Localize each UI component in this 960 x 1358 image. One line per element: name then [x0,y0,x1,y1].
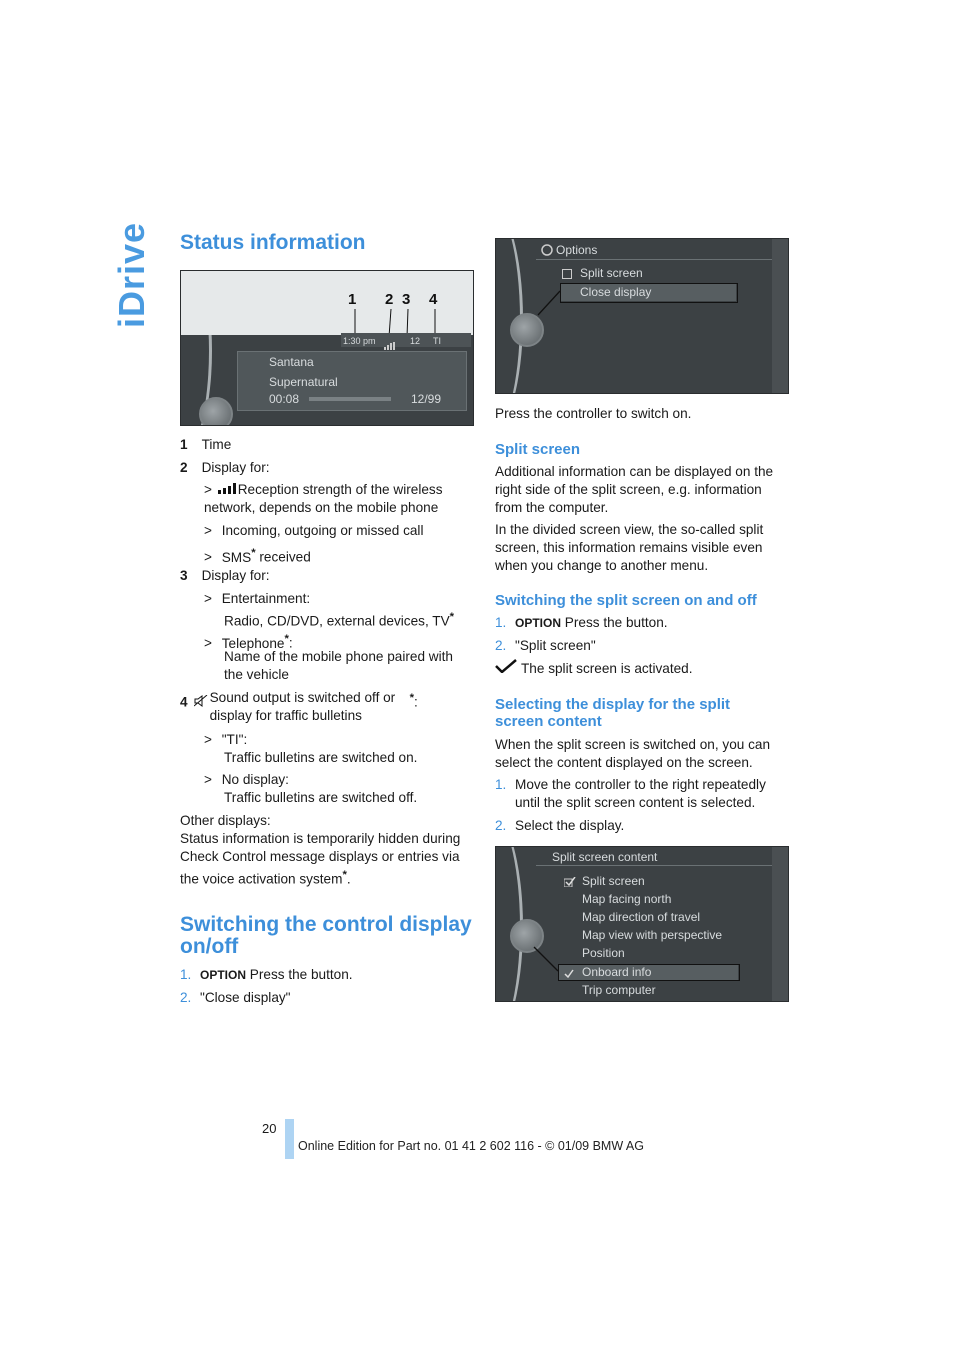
select-step-2 [495,817,624,835]
options-title: Options [556,243,598,257]
split-content-title: Split screen content [552,850,658,864]
step-num: 2. [495,638,507,653]
screen-album: Supernatural [269,375,338,389]
bars-icon [216,481,238,499]
bullet-telephone: Telephone [221,635,285,651]
bullet-ti-detail: Traffic bulletins are switched on. [224,750,418,765]
control-step-2 [180,989,291,1007]
split-item-0: Split screen [582,874,645,888]
select-heading-line2: screen content [495,713,602,730]
step-num: 1. [180,967,192,982]
step-text: "Split screen" [515,638,596,653]
bullet-sms: SMS [221,549,252,565]
press-controller-text: Press the controller to switch on. [495,406,692,421]
split-item-1: Map facing north [582,892,672,906]
footer-edition: Online Edition for Part no. 01 41 2 602 116 - © 01/09 BMW AG [298,1139,644,1153]
split-content-screen-image [495,846,789,1002]
bullet-call: Incoming, outgoing or missed call [221,523,424,538]
legend-label: Time [201,437,232,452]
step-text: Press the button. [561,615,668,630]
status-ti: TI [433,336,441,346]
onoff-step-1 [495,614,668,632]
legend-label-4: Sound output is switched off or display for traffic bulletins [209,690,396,723]
status-screen-image [180,270,474,426]
footer-bar [285,1119,294,1159]
onoff-heading: Switching the split screen on and off [495,592,757,609]
bullet-entertainment: Entertainment: [221,591,311,606]
activated-line [495,659,693,678]
step-text: "Close display" [200,990,291,1005]
legend-num: 2 [180,460,188,475]
bullet-sms-suffix: received [255,549,311,565]
control-display-heading [180,914,480,958]
legend-num: 1 [180,437,188,452]
select-step-1 [495,776,787,812]
callout-3: 3 [402,291,411,308]
step-text: Select the display. [515,818,625,833]
status-information-heading: Status information [180,231,366,254]
bullet-ti: "TI": [221,732,248,747]
callout-1: 1 [348,291,357,308]
step-text: Move the controller to the right repeatedly until the split screen content is selected. [515,777,766,810]
bullet-reception: Reception strength of the wireless network, depends on the mobile phone [204,482,443,515]
onoff-step-2 [495,637,596,655]
control-step-1 [180,966,353,984]
other-displays-text: Status information is temporarily hidden during Check Control message displays or entries via the voice activation system [180,831,461,887]
checkmark-icon [495,659,521,678]
bullet-entertainment-detail: Radio, CD/DVD, external devices, TV [224,613,450,629]
step-num: 1. [495,615,507,630]
status-count: 12 [410,336,421,346]
split-item-5: Onboard info [582,965,652,979]
bullet-no-display-detail: Traffic bulletins are switched off. [224,790,418,805]
screen-artist: Santana [269,355,314,369]
options-item-split: Split screen [580,266,643,280]
step-num: 1. [495,777,507,792]
legend-label: Display for: [201,460,270,475]
screen-track: 12/99 [411,392,442,406]
activated-text: The split screen is activated. [521,661,693,676]
other-displays-title: Other displays: [180,813,271,828]
step-text: Press the button. [246,967,353,982]
bullet-no-display: No display: [221,772,289,787]
chapter-side-title: iDrive [111,221,152,328]
select-display-heading [495,696,795,730]
split-item-3: Map view with perspective [582,928,723,942]
callout-2: 2 [385,291,394,308]
callout-4: 4 [429,291,438,308]
sound-off-icon [194,694,210,712]
legend-num: 4 [180,694,188,710]
screen-elapsed: 00:08 [269,392,300,406]
select-heading-line1: Selecting the display for the split [495,696,731,713]
options-screen-image [495,238,789,394]
legend-num: 3 [180,568,188,583]
bullet-telephone-detail: Name of the mobile phone paired with the vehicle [224,649,453,682]
option-button-label: OPTION [515,616,562,630]
legend-label: Display for: [201,568,270,583]
split-screen-heading: Split screen [495,441,581,458]
step-num: 2. [495,818,507,833]
page-number: 20 [262,1121,277,1136]
status-time: 1:30 pm [343,336,376,346]
options-item-close: Close display [580,285,652,299]
control-heading-line2: on/off [180,935,239,958]
option-button-label: OPTION [200,968,247,982]
split-p1: Additional information can be displayed on the right side of the split screen, e.g. information from the computer. [495,464,774,515]
split-item-4: Position [582,946,625,960]
split-item-6: Trip computer [582,983,656,997]
control-heading-line1: Switching the control display [180,913,472,936]
split-p2: In the divided screen view, the so-called split screen, this information remains visible even when you change to another menu. [495,522,764,573]
split-item-2: Map direction of travel [582,910,701,924]
select-p: When the split screen is switched on, you can select the content displayed on the screen. [495,737,771,770]
step-num: 2. [180,990,192,1005]
